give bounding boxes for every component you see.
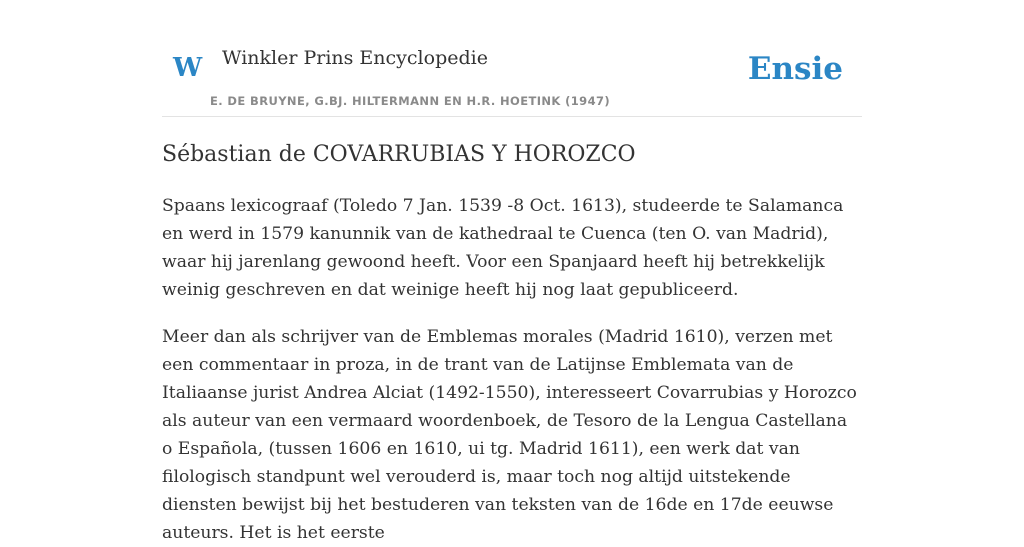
brand-logo[interactable]: Ensie	[747, 51, 843, 87]
article-content	[162, 138, 862, 547]
article-title: Sébastian de COVARRUBIAS Y HOROZCO	[162, 142, 636, 167]
article-paragraph-1: Spaans lexicograaf (Toledo 7 Jan. 1539 -8 Oct. 1613), studeerde te Salamanca en werd in 1579 kanunnik van de kathedraal te Cuenca (ten O. van Madrid), waar hij jarenlang gewoond heeft. Voor een Spanjaard heeft hij betrekkelijk weinig geschreven en dat weinige heeft hij nog laat gepubliceerd.	[162, 196, 844, 300]
source-title-link[interactable]: Winkler Prins Encyclopedie	[222, 47, 488, 69]
source-logo-icon: W	[173, 53, 203, 83]
article-paragraph-2: Meer dan als schrijver van de Emblemas morales (Madrid 1610), verzen met een commentaar in proza, in de trant van de Latijnse Emblemata van de Italiaanse jurist Andrea Alciat (1492-1550), interesseert Covarrubias y Horozco als auteur van een vermaard woordenboek, de Tesoro de la Lengua Castellana o Española, (tussen 1606 en 1610, ui tg. Madrid 1611), een werk dat van filologisch standpunt wel verouderd is, maar toch nog altijd uitstekende diensten bewijst bij het bestuderen van teksten van de 16de en 17de eeuwse auteurs. Het is het eerste	[162, 327, 857, 543]
source-authors: E. DE BRUYNE, G.BJ. HILTERMANN EN H.R. HOETINK (1947)	[210, 94, 611, 108]
source-header	[162, 0, 862, 117]
